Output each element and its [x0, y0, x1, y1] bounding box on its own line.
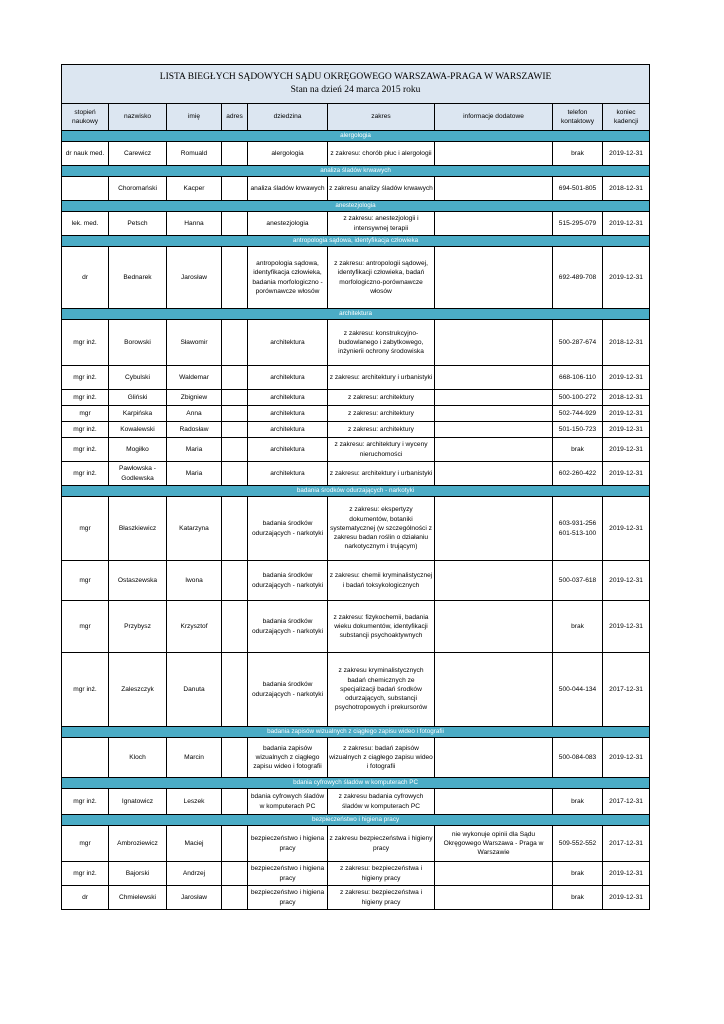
phone-cell: 500-287-674: [553, 320, 603, 366]
table-row: [62, 738, 650, 778]
notes-cell: [435, 142, 553, 166]
field-cell: badania środków odurzających - narkotyki: [248, 653, 328, 727]
address-cell: [222, 177, 248, 201]
header-cell: informacje dodatowe: [435, 104, 553, 131]
phone-cell: brak: [553, 142, 603, 166]
term-end-cell: 2019-12-31: [603, 422, 650, 438]
phone-cell: 694-501-805: [553, 177, 603, 201]
title-cell: [62, 65, 650, 104]
term-end-cell: 2019-12-31: [603, 862, 650, 886]
category-row: [62, 131, 650, 142]
term-end-cell: 2019-12-31: [603, 366, 650, 390]
first-name-cell: Hanna: [167, 212, 222, 236]
term-end-cell: 2018-12-31: [603, 177, 650, 201]
phone-cell: 500-044-134: [553, 653, 603, 727]
field-cell: architektura: [248, 390, 328, 406]
experts-table: [61, 64, 650, 910]
address-cell: [222, 422, 248, 438]
degree-cell: mgr inż.: [62, 462, 109, 486]
first-name-cell: Maciej: [167, 826, 222, 862]
table-row: [62, 247, 650, 309]
degree-cell: mgr inż.: [62, 653, 109, 727]
phone-cell: 603-931-256 601-513-100: [553, 497, 603, 561]
table-row: [62, 862, 650, 886]
phone-cell: 502-744-929: [553, 406, 603, 422]
first-name-cell: Sławomir: [167, 320, 222, 366]
address-cell: [222, 462, 248, 486]
notes-cell: [435, 738, 553, 778]
term-end-cell: 2019-12-31: [603, 462, 650, 486]
degree-cell: mgr: [62, 601, 109, 653]
term-end-cell: 2019-12-31: [603, 142, 650, 166]
table-row: [62, 601, 650, 653]
notes-cell: [435, 406, 553, 422]
table-row: [62, 366, 650, 390]
category-label: architektura: [62, 309, 650, 320]
table-row: [62, 177, 650, 201]
table-row: [62, 212, 650, 236]
title-row: [62, 65, 650, 104]
first-name-cell: Maria: [167, 438, 222, 462]
surname-cell: Ambroziewicz: [109, 826, 167, 862]
scope-cell: z zakresu: badań zapisów wizualnych z ciągłego zapisu wideo i fotografii: [328, 738, 435, 778]
term-end-cell: 2017-12-31: [603, 653, 650, 727]
first-name-cell: Anna: [167, 406, 222, 422]
phone-cell: 500-084-083: [553, 738, 603, 778]
address-cell: [222, 366, 248, 390]
notes-cell: nie wykonuje opinii dla Sądu Okręgowego Warszawa - Praga w Warszawie: [435, 826, 553, 862]
surname-cell: Chmielewski: [109, 886, 167, 910]
notes-cell: [435, 390, 553, 406]
phone-cell: 668-106-110: [553, 366, 603, 390]
header-cell: nazwisko: [109, 104, 167, 131]
first-name-cell: Zbigniew: [167, 390, 222, 406]
degree-cell: mgr: [62, 406, 109, 422]
surname-cell: Błaszkiewicz: [109, 497, 167, 561]
phone-cell: 692-489-708: [553, 247, 603, 309]
degree-cell: mgr inż.: [62, 422, 109, 438]
header-cell: dziedzina: [248, 104, 328, 131]
first-name-cell: Leszek: [167, 789, 222, 815]
term-end-cell: 2019-12-31: [603, 212, 650, 236]
field-cell: alergologia: [248, 142, 328, 166]
notes-cell: [435, 422, 553, 438]
first-name-cell: Danuta: [167, 653, 222, 727]
header-cell: telefon kontaktowy: [553, 104, 603, 131]
scope-cell: z zakresu: bezpieczeństwa i higieny pracy: [328, 862, 435, 886]
term-end-cell: 2019-12-31: [603, 438, 650, 462]
table-row: [62, 142, 650, 166]
notes-cell: [435, 862, 553, 886]
surname-cell: Pawłowska - Godlewska: [109, 462, 167, 486]
header-cell: adres: [222, 104, 248, 131]
scope-cell: z zakresu: anestezjologii i intensywnej terapii: [328, 212, 435, 236]
category-row: [62, 486, 650, 497]
phone-cell: brak: [553, 601, 603, 653]
address-cell: [222, 789, 248, 815]
address-cell: [222, 653, 248, 727]
term-end-cell: 2019-12-31: [603, 497, 650, 561]
category-row: [62, 815, 650, 826]
term-end-cell: 2018-12-31: [603, 320, 650, 366]
term-end-cell: 2019-12-31: [603, 561, 650, 601]
address-cell: [222, 886, 248, 910]
address-cell: [222, 738, 248, 778]
phone-cell: 602-260-422: [553, 462, 603, 486]
page-title: LISTA BIEGŁYCH SĄDOWYCH SĄDU OKRĘGOWEGO WARSZAWA-PRAGA W WARSZAWIE: [159, 72, 552, 83]
degree-cell: mgr: [62, 561, 109, 601]
first-name-cell: Krzysztof: [167, 601, 222, 653]
field-cell: bdania cyfrowych śladów w komputerach PC: [248, 789, 328, 815]
field-cell: architektura: [248, 320, 328, 366]
address-cell: [222, 320, 248, 366]
field-cell: architektura: [248, 438, 328, 462]
surname-cell: Borowski: [109, 320, 167, 366]
phone-cell: brak: [553, 862, 603, 886]
header-cell: zakres: [328, 104, 435, 131]
phone-cell: brak: [553, 438, 603, 462]
address-cell: [222, 142, 248, 166]
notes-cell: [435, 462, 553, 486]
surname-cell: Przybysz: [109, 601, 167, 653]
first-name-cell: Jarosław: [167, 886, 222, 910]
notes-cell: [435, 601, 553, 653]
address-cell: [222, 862, 248, 886]
address-cell: [222, 212, 248, 236]
notes-cell: [435, 789, 553, 815]
table-row: [62, 497, 650, 561]
degree-cell: dr: [62, 886, 109, 910]
surname-cell: Petsch: [109, 212, 167, 236]
address-cell: [222, 247, 248, 309]
address-cell: [222, 826, 248, 862]
scope-cell: z zakresu: chorób płuc i alergologii: [328, 142, 435, 166]
address-cell: [222, 438, 248, 462]
phone-cell: 500-100-272: [553, 390, 603, 406]
notes-cell: [435, 561, 553, 601]
scope-cell: z zakresu: chemii kryminalistycznej i badań toksykologicznych: [328, 561, 435, 601]
notes-cell: [435, 320, 553, 366]
header-cell: imię: [167, 104, 222, 131]
field-cell: bezpieczeństwo i higiena pracy: [248, 826, 328, 862]
surname-cell: Kloch: [109, 738, 167, 778]
term-end-cell: 2019-12-31: [603, 601, 650, 653]
degree-cell: [62, 177, 109, 201]
degree-cell: dr nauk med.: [62, 142, 109, 166]
notes-cell: [435, 653, 553, 727]
degree-cell: mgr: [62, 826, 109, 862]
phone-cell: 509-552-552: [553, 826, 603, 862]
category-row: [62, 309, 650, 320]
category-row: [62, 236, 650, 247]
category-label: alergologia: [62, 131, 650, 142]
scope-cell: z zakresu: fizykochemii, badania wieku dokumentów, identyfikacji substancji psychoaktywnych: [328, 601, 435, 653]
field-cell: anestezjologia: [248, 212, 328, 236]
table-row: [62, 406, 650, 422]
surname-cell: Mogiłko: [109, 438, 167, 462]
scope-cell: z zakresu: ekspertyzy dokumentów, botaniki systematycznej (w szczególności z zakresu badan roślin o działaniu narkotycznym i trującym): [328, 497, 435, 561]
first-name-cell: Katarzyna: [167, 497, 222, 561]
category-label: badania środków odurzających - narkotyki: [62, 486, 650, 497]
table-row: [62, 422, 650, 438]
first-name-cell: Kacper: [167, 177, 222, 201]
phone-cell: 501-150-723: [553, 422, 603, 438]
scope-cell: z zakresu: architektury i wyceny nieruchomości: [328, 438, 435, 462]
table-row: [62, 826, 650, 862]
scope-cell: z zakresu: architektury: [328, 390, 435, 406]
field-cell: bezpieczeństwo i higiena pracy: [248, 886, 328, 910]
category-label: bdania cyfrowych śladów w komputerach PC: [62, 778, 650, 789]
surname-cell: Bednarek: [109, 247, 167, 309]
address-cell: [222, 406, 248, 422]
address-cell: [222, 390, 248, 406]
term-end-cell: 2017-12-31: [603, 789, 650, 815]
category-label: badania zapisów wizualnych z ciągłego zapisu wideo i fotografii: [62, 727, 650, 738]
field-cell: antropologia sądowa, identyfikacja człowieka, badania morfologiczno - porównawcze włosów: [248, 247, 328, 309]
first-name-cell: Maria: [167, 462, 222, 486]
phone-cell: 515-295-079: [553, 212, 603, 236]
surname-cell: Carewicz: [109, 142, 167, 166]
scope-cell: z zakresu: architektury: [328, 422, 435, 438]
degree-cell: mgr inż.: [62, 862, 109, 886]
category-row: [62, 166, 650, 177]
first-name-cell: Andrzej: [167, 862, 222, 886]
scope-cell: z zakresu: bezpieczeństwa i higieny pracy: [328, 886, 435, 910]
field-cell: architektura: [248, 366, 328, 390]
category-label: antropologia sądowa, identyfikacja człowieka: [62, 236, 650, 247]
term-end-cell: 2017-12-31: [603, 826, 650, 862]
notes-cell: [435, 497, 553, 561]
term-end-cell: 2018-12-31: [603, 390, 650, 406]
term-end-cell: 2019-12-31: [603, 738, 650, 778]
degree-cell: [62, 738, 109, 778]
notes-cell: [435, 177, 553, 201]
category-label: bezpieczeństwo i higiena pracy: [62, 815, 650, 826]
header-cell: stopień naukowy: [62, 104, 109, 131]
field-cell: badania środków odurzających - narkotyki: [248, 497, 328, 561]
field-cell: badania środków odurzających - narkotyki: [248, 601, 328, 653]
table-row: [62, 886, 650, 910]
field-cell: architektura: [248, 422, 328, 438]
scope-cell: z zakresu badania cyfrowych śladów w komputerach PC: [328, 789, 435, 815]
notes-cell: [435, 247, 553, 309]
scope-cell: z zakresu kryminalistycznych badań chemicznych ze specjalizacji badań środków odurzających, substancji psychotropowych i prekursorów: [328, 653, 435, 727]
table-row: [62, 561, 650, 601]
surname-cell: Karpińska: [109, 406, 167, 422]
category-label: anestezjologia: [62, 201, 650, 212]
degree-cell: mgr inż.: [62, 390, 109, 406]
page-subtitle: Stan na dzień 24 marca 2015 roku: [290, 85, 421, 95]
notes-cell: [435, 438, 553, 462]
phone-cell: brak: [553, 789, 603, 815]
table-row: [62, 438, 650, 462]
field-cell: architektura: [248, 406, 328, 422]
scope-cell: z zakresu: architektury: [328, 406, 435, 422]
field-cell: badania środków odurzających - narkotyki: [248, 561, 328, 601]
notes-cell: [435, 212, 553, 236]
header-row: [62, 104, 650, 131]
surname-cell: Bajorski: [109, 862, 167, 886]
first-name-cell: Romuald: [167, 142, 222, 166]
table-row: [62, 462, 650, 486]
table-row: [62, 390, 650, 406]
field-cell: architektura: [248, 462, 328, 486]
degree-cell: mgr: [62, 497, 109, 561]
scope-cell: z zakresu: antropologii sądowej, identyfikacji człowieka, badań morfologiczno-porównawcze włosów: [328, 247, 435, 309]
table-row: [62, 653, 650, 727]
surname-cell: Kowalewski: [109, 422, 167, 438]
first-name-cell: Jarosław: [167, 247, 222, 309]
degree-cell: mgr inż.: [62, 438, 109, 462]
header-cell: koniec kadencji: [603, 104, 650, 131]
term-end-cell: 2019-12-31: [603, 886, 650, 910]
degree-cell: dr: [62, 247, 109, 309]
scope-cell: z zakresu bezpieczeństwa i higieny pracy: [328, 826, 435, 862]
category-label: analiza śladów krwawych: [62, 166, 650, 177]
notes-cell: [435, 886, 553, 910]
surname-cell: Choromański: [109, 177, 167, 201]
degree-cell: mgr inż.: [62, 789, 109, 815]
surname-cell: Ignatowicz: [109, 789, 167, 815]
degree-cell: mgr inż.: [62, 320, 109, 366]
address-cell: [222, 497, 248, 561]
notes-cell: [435, 366, 553, 390]
surname-cell: Zaleszczyk: [109, 653, 167, 727]
phone-cell: brak: [553, 886, 603, 910]
term-end-cell: 2019-12-31: [603, 406, 650, 422]
first-name-cell: Iwona: [167, 561, 222, 601]
address-cell: [222, 561, 248, 601]
degree-cell: mgr inż.: [62, 366, 109, 390]
scope-cell: z zakresu analizy śladów krwawych: [328, 177, 435, 201]
phone-cell: 500-037-618: [553, 561, 603, 601]
degree-cell: lek. med.: [62, 212, 109, 236]
field-cell: analiza śladów krwawych: [248, 177, 328, 201]
scope-cell: z zakresu: architektury i urbanistyki: [328, 462, 435, 486]
category-row: [62, 778, 650, 789]
first-name-cell: Waldemar: [167, 366, 222, 390]
table-row: [62, 320, 650, 366]
address-cell: [222, 601, 248, 653]
first-name-cell: Marcin: [167, 738, 222, 778]
field-cell: badania zapisów wizualnych z ciągłego zapisu wideo i fotografii: [248, 738, 328, 778]
term-end-cell: 2019-12-31: [603, 247, 650, 309]
field-cell: bezpieczeństwo i higiena pracy: [248, 862, 328, 886]
surname-cell: Gliński: [109, 390, 167, 406]
category-row: [62, 201, 650, 212]
category-row: [62, 727, 650, 738]
surname-cell: Ostaszewska: [109, 561, 167, 601]
table-row: [62, 789, 650, 815]
scope-cell: z zakresu: konstrukcyjno-budowlanego i zabytkowego, inżynierii ochrony środowiska: [328, 320, 435, 366]
surname-cell: Cybulski: [109, 366, 167, 390]
first-name-cell: Radosław: [167, 422, 222, 438]
scope-cell: z zakresu: architektury i urbanistyki: [328, 366, 435, 390]
